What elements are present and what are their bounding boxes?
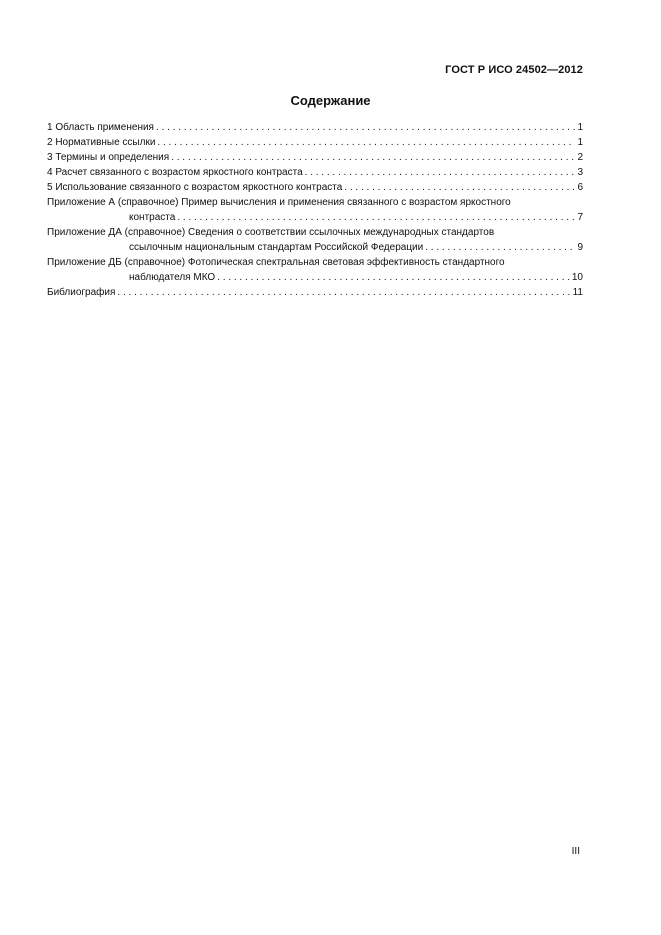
dot-leader <box>117 285 570 300</box>
toc-entry-page: 10 <box>571 272 583 283</box>
dot-leader <box>177 210 575 225</box>
toc-entry-title: Приложение А (справочное) Пример вычисления и применения связанного с возрастом яркостного <box>47 197 511 208</box>
toc-entry[interactable] <box>47 255 583 285</box>
toc-entry[interactable] <box>47 195 583 225</box>
dot-leader <box>425 240 575 255</box>
dot-leader <box>217 270 570 285</box>
page-number: III <box>571 846 580 857</box>
dot-leader <box>344 180 575 195</box>
toc-entry-title: Приложение ДА (справочное) Сведения о соответствии ссылочных международных стандартов <box>47 227 495 238</box>
toc-entry-page: 9 <box>577 242 583 253</box>
toc-entry[interactable] <box>47 165 583 180</box>
toc-entry-title-continued: наблюдателя МКО <box>129 272 216 283</box>
standard-number: ГОСТ Р ИСО 24502—2012 <box>445 64 583 76</box>
toc-entry-title-continued: контраста <box>129 212 176 223</box>
toc-entry[interactable] <box>47 120 583 135</box>
toc-entry[interactable] <box>47 135 583 150</box>
toc-entry[interactable] <box>47 225 583 255</box>
toc-entry-page: 11 <box>572 287 583 298</box>
toc-entry-title: 5 Использование связанного с возрастом яркостного контраста <box>47 182 343 193</box>
toc-entry-page: 1 <box>577 122 583 133</box>
dot-leader <box>156 120 575 135</box>
table-of-contents <box>47 120 583 300</box>
toc-title: Содержание <box>290 93 371 108</box>
toc-entry[interactable] <box>47 150 583 165</box>
toc-entry-page: 6 <box>577 182 583 193</box>
toc-entry-title: 1 Область применения <box>47 122 154 133</box>
toc-entry-title-continued: ссылочным национальным стандартам Российской Федерации <box>129 242 424 253</box>
dot-leader <box>171 150 575 165</box>
dot-leader <box>305 165 576 180</box>
toc-entry-title: Библиография <box>47 287 116 298</box>
toc-entry-page: 1 <box>577 137 583 148</box>
toc-entry-title: Приложение ДБ (справочное) Фотопическая спектральная световая эффективность стандартного <box>47 257 505 268</box>
toc-entry-page: 7 <box>577 212 583 223</box>
toc-entry-title: 3 Термины и определения <box>47 152 170 163</box>
toc-entry-title: 4 Расчет связанного с возрастом яркостного контраста <box>47 167 303 178</box>
toc-entry[interactable] <box>47 180 583 195</box>
toc-entry[interactable] <box>47 285 583 300</box>
dot-leader <box>157 135 575 150</box>
toc-entry-page: 2 <box>577 152 583 163</box>
toc-entry-page: 3 <box>577 167 583 178</box>
toc-entry-title: 2 Нормативные ссылки <box>47 137 156 148</box>
